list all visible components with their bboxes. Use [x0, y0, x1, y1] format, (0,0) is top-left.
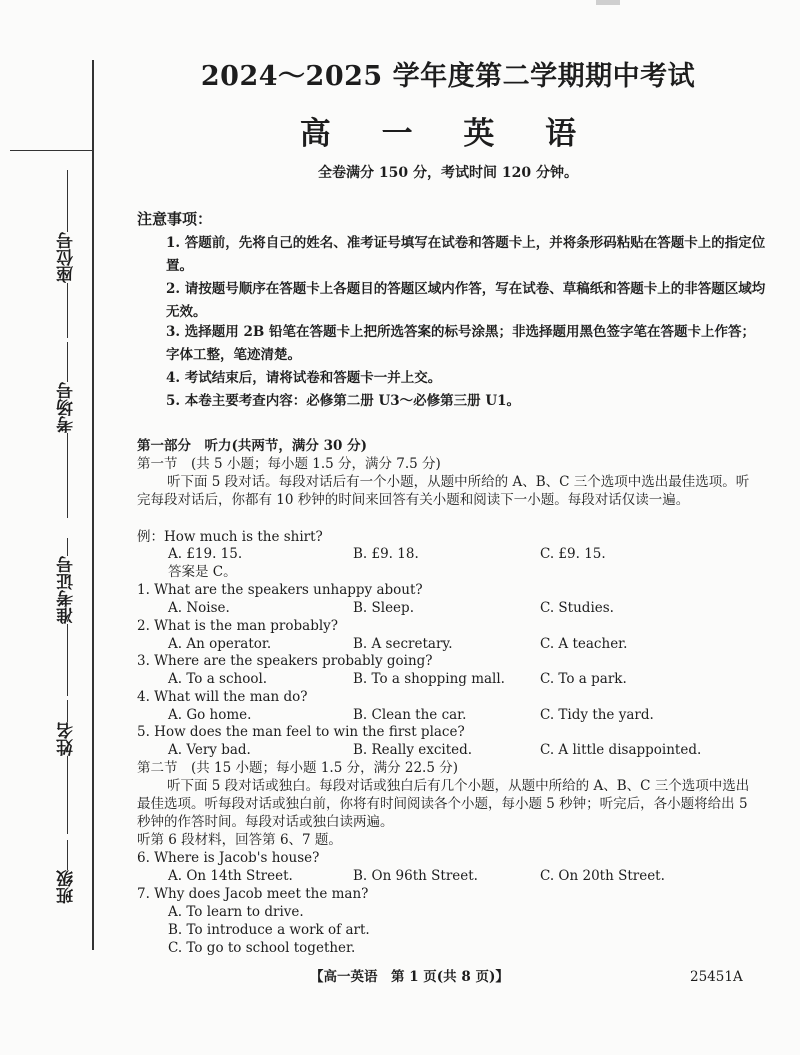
name-label: 姓名 — [56, 722, 77, 756]
question: 2. What is the man probably? — [137, 618, 339, 634]
note-item: 5. 本卷主要考查内容：必修第二册 U3～必修第三册 U1。 — [166, 393, 521, 409]
fill-line — [67, 283, 68, 338]
option: B. Clean the car. — [353, 707, 467, 723]
fill-line — [67, 700, 68, 722]
exam-room-field — [52, 342, 82, 518]
option: A. To a school. — [168, 671, 268, 687]
subject-title: 高 一 英 语 — [299, 116, 597, 152]
exam-room-label: 考场号 — [56, 382, 77, 433]
option: C. On 20th Street. — [540, 868, 665, 884]
binding-line — [92, 60, 94, 950]
scan-corner-mark — [596, 0, 620, 5]
seat-number-label: 座位号 — [56, 232, 77, 283]
fill-line — [67, 624, 68, 696]
option: C. £9. 15. — [540, 546, 606, 562]
question: 5. How does the man feel to win the first place? — [137, 724, 465, 740]
admission-number-label: 准考证号 — [56, 556, 77, 624]
option: C. To a park. — [540, 671, 627, 687]
fill-line — [67, 170, 68, 232]
page-number: 【高一英语 第 1 页(共 8 页)】 — [310, 969, 509, 985]
fill-line — [67, 756, 68, 834]
option: C. A teacher. — [540, 636, 628, 652]
example-answer: 答案是 C。 — [168, 564, 237, 580]
exam-title: 2024～2025 学年度第二学期期中考试 — [200, 61, 696, 92]
option: B. A secretary. — [353, 636, 453, 652]
option: B. To introduce a work of art. — [168, 922, 370, 938]
option: C. To go to school together. — [168, 940, 356, 956]
note-item: 4. 考试结束后，请将试卷和答题卡一并上交。 — [166, 370, 442, 386]
example-question: 例：How much is the shirt? — [137, 529, 323, 545]
option: A. An operator. — [168, 636, 272, 652]
class-field — [52, 840, 82, 904]
question: 7. Why does Jacob meet the man? — [137, 886, 369, 902]
binding-margin — [0, 0, 100, 1055]
option: B. £9. 18. — [353, 546, 419, 562]
question: 4. What will the man do? — [137, 689, 308, 705]
notes-heading: 注意事项： — [137, 210, 213, 228]
seat-number-field — [52, 170, 82, 338]
binding-top-line — [10, 150, 94, 151]
option: A. £19. 15. — [168, 546, 243, 562]
section1-instructions: 听下面 5 段对话。每段对话后有一个小题，从题中所给的 A、B、C 三个选项中选出最佳选项。听完每段对话后，你都有 10 秒钟的时间来回答有关小题和阅读下一小题。每段对话仅读一遍。 — [137, 474, 750, 508]
part1-heading: 第一部分 听力(共两节，满分 30 分) — [137, 438, 367, 454]
fill-line — [67, 433, 68, 518]
section2-instructions: 听下面 5 段对话或独白。每段对话或独白后有几个小题，从题中所给的 A、B、C 三个选项中选出最佳选项。听每段对话或独白前，你将有时间阅读各个小题，每小题 5 秒钟；听完后，各小题将给出 5 秒钟的作答时间。每段对话或独白读两遍。 — [137, 778, 750, 830]
option: A. Very bad. — [168, 742, 251, 758]
note-item: 3. 选择题用 2B 铅笔在答题卡上把所选答案的标号涂黑；非选择题用黑色签字笔在答题卡上作答；字体工整，笔迹清楚。 — [166, 324, 755, 363]
option: A. Go home. — [168, 707, 252, 723]
option: A. On 14th Street. — [168, 868, 293, 884]
name-field — [52, 700, 82, 834]
fill-line — [67, 342, 68, 382]
option: B. On 96th Street. — [353, 868, 478, 884]
question: 6. Where is Jacob's house? — [137, 850, 320, 866]
fill-line — [67, 840, 68, 870]
option: C. A little disappointed. — [540, 742, 702, 758]
section2-heading: 第二节 (共 15 小题；每小题 1.5 分，满分 22.5 分) — [137, 760, 458, 776]
score-time-info: 全卷满分 150 分，考试时间 120 分钟。 — [318, 165, 578, 181]
fill-line — [67, 538, 68, 556]
note-item: 2. 请按题号顺序在答题卡上各题目的答题区域内作答，写在试卷、草稿纸和答题卡上的非答题区域均无效。 — [166, 281, 766, 320]
option: B. Really excited. — [353, 742, 473, 758]
option: B. Sleep. — [353, 600, 414, 616]
paper-code: 25451A — [690, 969, 743, 985]
option: A. To learn to drive. — [168, 904, 304, 920]
option: A. Noise. — [168, 600, 230, 616]
option: C. Studies. — [540, 600, 614, 616]
question: 1. What are the speakers unhappy about? — [137, 582, 423, 598]
note-item: 1. 答题前，先将自己的姓名、准考证号填写在试卷和答题卡上，并将条形码粘贴在答题卡上的指定位置。 — [166, 235, 766, 274]
option: C. Tidy the yard. — [540, 707, 654, 723]
class-label: 班级 — [56, 870, 77, 904]
admission-number-field — [52, 538, 82, 696]
option: B. To a shopping mall. — [353, 671, 505, 687]
section1-heading: 第一节 (共 5 小题；每小题 1.5 分，满分 7.5 分) — [137, 456, 441, 472]
question: 3. Where are the speakers probably going? — [137, 653, 433, 669]
material-note: 听第 6 段材料，回答第 6、7 题。 — [137, 832, 342, 848]
